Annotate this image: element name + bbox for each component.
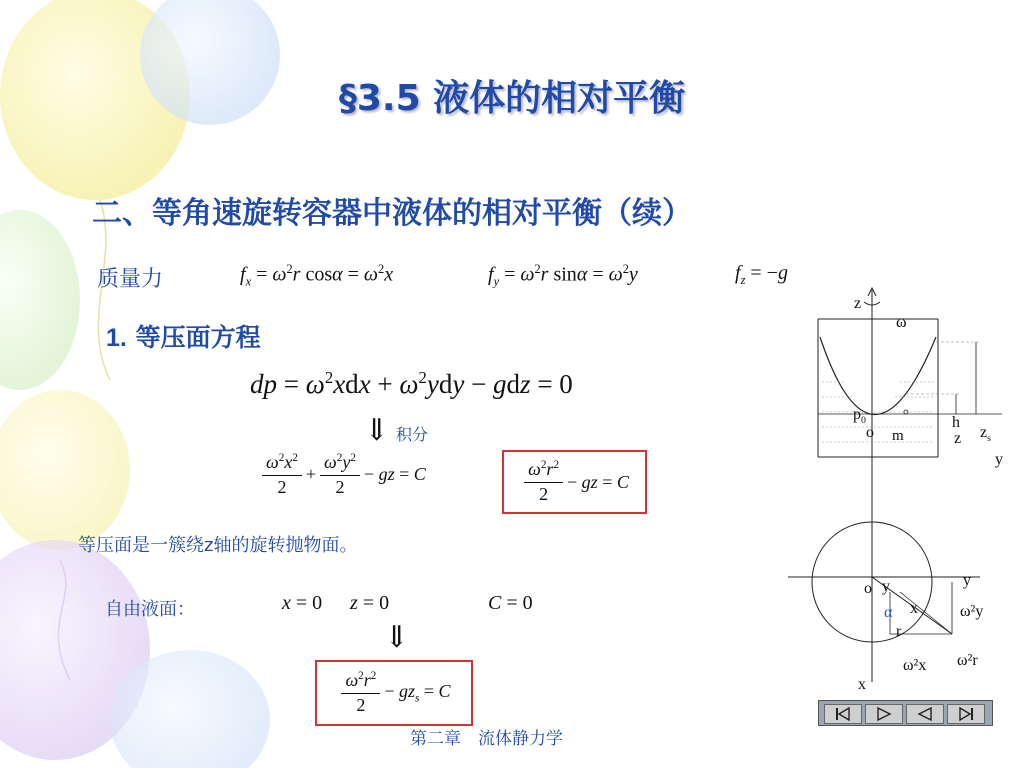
mass-force-label: 质量力: [97, 267, 164, 292]
section-subtitle: 二、等角速旋转容器中液体的相对平衡（续）: [92, 196, 692, 231]
down-arrow-1: ⇓: [364, 414, 390, 447]
section1-heading: [106, 318, 261, 354]
play-forward-icon: [866, 705, 902, 723]
section1-number: 1.: [106, 324, 127, 352]
last-slide-icon: [948, 705, 984, 723]
fig-label-o: o: [866, 424, 874, 441]
equation-integrated-2-box: $\frac{\omega^2r^2}{2}$ − gz = C: [502, 450, 647, 514]
fig-label-w2r: ω²r: [957, 652, 978, 669]
fig-label-alpha: α: [884, 604, 893, 621]
down-arrow-2: ⇓: [384, 621, 410, 654]
footer-chapter: 第二章 流体静力学: [410, 729, 563, 749]
fig-label-w2y: ω²y: [960, 603, 984, 620]
fig-label-zs-sub: s: [987, 433, 991, 445]
first-slide-icon: [825, 705, 861, 723]
equation-integrated-1: $\frac{\omega^2x^2}{2}$ + $\frac{\omega^2y^2}{2}$ − gz = C: [258, 452, 426, 498]
next-slide-button[interactable]: [865, 704, 903, 724]
equation-fy: $f_y = \omega^2r$ $\sin\alpha = \omega^2y$: [488, 262, 638, 289]
fig-label-p-sub: 0: [861, 415, 866, 427]
fig-label-zs-main: z: [980, 424, 988, 441]
fig-label-w2x: ω²x: [903, 657, 927, 674]
fig-label-p0: [853, 406, 866, 426]
fig-label-y: y: [995, 451, 1003, 468]
condition-z: z = 0: [350, 592, 390, 614]
condition-x: x = 0: [282, 592, 323, 614]
fig-label-y3: y: [963, 572, 971, 589]
slide-title: §3.5 液体的相对平衡: [338, 78, 686, 119]
fig-label-o2: o: [864, 580, 872, 597]
container-side-view: [818, 288, 1002, 682]
equation-fx: $f_x = \omega^2r$ $\cos\alpha = \omega^2x$: [240, 262, 394, 289]
fig-label-x: x: [910, 600, 918, 617]
free-surface-label: 自由液面：: [105, 599, 195, 620]
fig-label-x-axis: x: [858, 676, 866, 693]
fig-label-z-axis: z: [854, 295, 862, 312]
fig-label-p: p: [853, 406, 861, 423]
condition-c: C = 0: [488, 592, 533, 614]
fig-label-zs: [980, 424, 991, 444]
section1-title: 等压面方程: [135, 323, 261, 352]
fig-label-h: h: [952, 414, 960, 431]
fig-label-m: m: [892, 428, 904, 444]
first-slide-button[interactable]: [824, 704, 862, 724]
slide-navigation-bar: [818, 700, 993, 726]
last-slide-button[interactable]: [947, 704, 985, 724]
play-back-icon: [907, 705, 943, 723]
equation-free-surface-box: $\frac{\omega^2r^2}{2}$ − $gz_s = C$: [315, 660, 473, 726]
paraboloid-statement: 等压面是一簇绕z轴的旋转抛物面。: [78, 535, 358, 556]
equation-main: dp = $\omega^2xdx + \omega^2ydy$ − gdz = 0: [250, 368, 573, 399]
fig-label-r: r: [896, 623, 902, 640]
fig-label-y2: y: [882, 578, 890, 595]
fig-label-z2: z: [954, 430, 962, 447]
equation-fz: $f_z = -g$: [735, 262, 788, 287]
previous-slide-button[interactable]: [906, 704, 944, 724]
fig-label-omega: ω: [896, 314, 907, 331]
integrate-label: 积分: [396, 425, 429, 444]
